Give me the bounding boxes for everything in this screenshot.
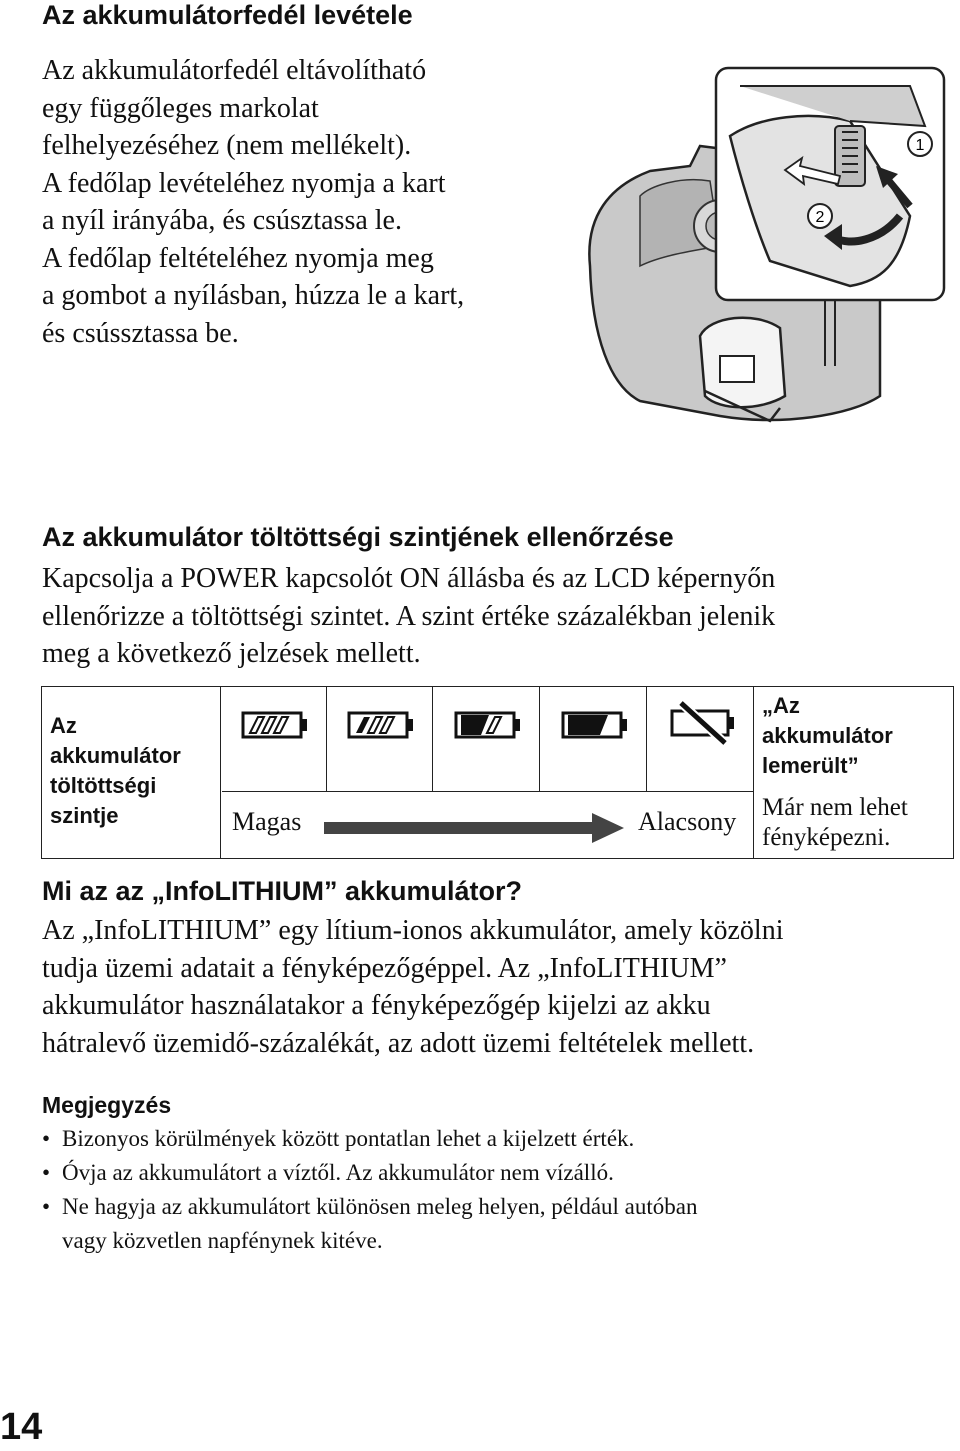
page-number: 14 (0, 1406, 43, 1448)
text-line: A fedőlap feltételéhez nyomja meg (42, 242, 434, 274)
note-item-text: Ne hagyja az akkumulátort különösen meleg helyen, például autóban (62, 1194, 698, 1219)
note-item (42, 1190, 922, 1258)
callout-2-label: 2 (815, 209, 825, 226)
battery-cover-instructions (42, 52, 562, 352)
callout-1-label: 1 (915, 137, 925, 154)
row-label-line: akkumulátor (50, 743, 181, 768)
level-low-label: Alacsony (638, 807, 737, 836)
note-item-text: Óvja az akkumulátort a víztől. Az akkumulátor nem vízálló. (62, 1160, 614, 1185)
text-line: hátralevő üzemidő-százalékát, az adott üzemi feltételek mellett. (42, 1027, 755, 1059)
battery-empty-note (762, 793, 908, 853)
empty-label-line: „Az (762, 693, 800, 718)
battery-medium-icon (453, 707, 523, 743)
table-divider (220, 687, 221, 858)
section-title-battery-level: Az akkumulátor töltöttségi szintjének ellenőrzése (42, 522, 674, 552)
note-item-text: vagy közvetlen napfénynek kitéve. (62, 1228, 383, 1253)
note-item (42, 1156, 922, 1190)
note-item (42, 1122, 922, 1156)
battery-high-icon (346, 707, 416, 743)
text-line: a nyíl irányába, és csúsztassa le. (42, 205, 402, 236)
section-title-infolithium: Mi az az „InfoLITHIUM” akkumulátor? (42, 876, 523, 906)
note-heading: Megjegyzés (42, 1092, 172, 1118)
note-item-text: Bizonyos körülmények között pontatlan lehet a kijelzett érték. (62, 1126, 635, 1151)
bullet-icon: • (42, 1160, 51, 1185)
level-high-label: Magas (232, 807, 302, 836)
note-list (42, 1122, 922, 1258)
text-line: A fedőlap levételéhez nyomja a kart (42, 167, 446, 199)
table-divider (326, 687, 327, 792)
text-line: a gombot a nyílásban, húzza le a kart, (42, 280, 465, 311)
section-title-battery-cover: Az akkumulátorfedél levétele (42, 0, 413, 30)
row-label-line: szintje (50, 803, 119, 828)
table-divider (753, 687, 754, 858)
infolithium-description (42, 912, 932, 1062)
text-line: Az akkumulátorfedél eltávolítható (42, 55, 427, 86)
battery-empty-label (762, 691, 893, 781)
table-divider (539, 687, 540, 792)
battery-full-icon (240, 707, 310, 743)
empty-note-line: fényképezni. (762, 824, 891, 851)
row-label-line: Az (50, 713, 77, 738)
empty-note-line: Már nem lehet (762, 794, 908, 821)
text-line: egy függőleges markolat (42, 92, 319, 124)
table-divider (432, 687, 433, 792)
camera-battery-cover-illustration (580, 66, 950, 446)
text-line: Az „InfoLITHIUM” egy lítium-ionos akkumulátor, amely közölni (42, 915, 784, 946)
arrow-right-icon (324, 813, 624, 843)
text-line: tudja üzemi adatait a fényképezőgéppel. Az „InfoLITHIUM” (42, 952, 727, 984)
text-line: meg a következő jelzések mellett. (42, 638, 421, 669)
text-line: Kapcsolja a POWER kapcsolót ON állásba és az LCD képernyőn (42, 563, 776, 594)
bullet-icon: • (42, 1126, 51, 1151)
battery-empty-icon (667, 699, 741, 747)
row-label-line: töltöttségi (50, 773, 157, 798)
text-line: felhelyezéséhez (nem mellékelt). (42, 130, 412, 161)
text-line: akkumulátor használatakor a fényképezőgép kijelzi az akku (42, 990, 711, 1021)
table-divider (222, 791, 754, 792)
empty-label-line: lemerült” (762, 753, 859, 778)
text-line: és csússztassa be. (42, 317, 239, 349)
bullet-icon: • (42, 1194, 51, 1219)
empty-label-line: akkumulátor (762, 723, 893, 748)
battery-level-table (41, 686, 954, 859)
battery-low-icon (560, 707, 630, 743)
table-divider (646, 687, 647, 792)
battery-level-instructions (42, 560, 922, 673)
battery-level-row-label (50, 711, 220, 831)
text-line: ellenőrizze a töltöttségi szintet. A szint értéke százalékban jelenik (42, 600, 776, 632)
